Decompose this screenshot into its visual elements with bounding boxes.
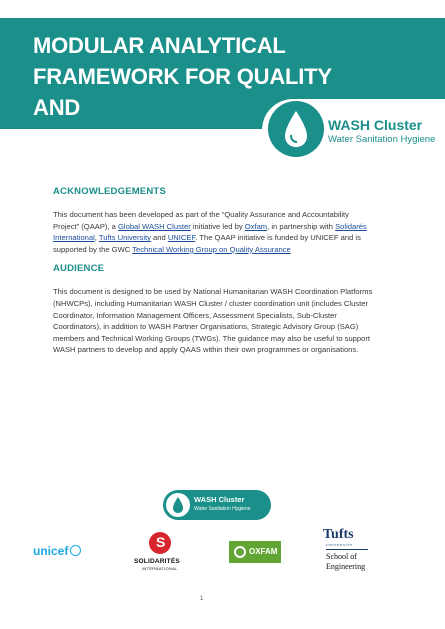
unicef-logo — [33, 544, 81, 558]
wash-small-sub: Water Sanitation Hygiene — [194, 506, 251, 512]
partner-logos — [0, 480, 445, 590]
tufts-school-line-1: School of — [326, 552, 357, 561]
audience-heading: AUDIENCE — [53, 263, 105, 275]
title-line-3: ACCOUNTABILITY — [33, 126, 225, 151]
tufts-wordmark: Tufts — [323, 527, 354, 542]
link-tufts-university[interactable]: Tufts University — [98, 233, 151, 243]
solidarites-subtitle: INTERNATIONAL — [142, 566, 178, 571]
oxfam-icon — [234, 546, 246, 558]
text-segment: This document has been developed as part of the “Quality Assurance and Accountability Project” (QAAP), a — [53, 210, 349, 231]
globe-icon — [70, 545, 81, 556]
page-number: 1 — [200, 596, 204, 602]
title-line-1: MODULAR ANALYTICAL — [33, 33, 286, 58]
main-content — [53, 186, 373, 356]
oxfam-wordmark: OXFAM — [249, 547, 278, 556]
tufts-divider — [326, 549, 368, 550]
water-drop-small-icon — [166, 493, 190, 517]
logo-text-main: WASH Cluster — [328, 117, 423, 133]
logo-text-sub: Water Sanitation Hygiene — [328, 134, 436, 145]
link-technical-working-group[interactable]: Technical Working Group on Quality Assurance — [132, 244, 291, 254]
title-line-2: FRAMEWORK FOR QUALITY AND — [33, 64, 332, 120]
text-segment: and — [150, 233, 168, 243]
link-unicef[interactable]: UNICEF — [167, 233, 196, 243]
text-segment: , — [94, 233, 99, 243]
tufts-school-line-2: Engineering — [326, 562, 366, 571]
wash-cluster-small-logo — [163, 490, 271, 520]
solidarites-wordmark: SOLIDARITÉS — [134, 558, 180, 565]
oxfam-logo — [229, 541, 281, 563]
acknowledgements-heading: ACKNOWLEDGEMENTS — [53, 186, 166, 197]
audience-paragraph: This document is designed to be used by National Humanitarian WASH Coordination Platforms (NHWCPs), including Humanitarian WASH Cluster / cluster coordination unit (includes Cluster Coordinator, Information Management Officers, Assessment Specialists, Sub-Cluster Coordinators), in addition to WASH Partner Organisations, Strategic Advisory Group (SAG) members and Technical Working Groups (TWGs). The guidance may also be useful to support WASH partners to develop and apply QAAS within their own programmes or organisations. — [53, 287, 373, 355]
wash-small-main: WASH Cluster — [194, 495, 245, 504]
link-oxfam[interactable]: Oxfam — [244, 221, 268, 231]
tufts-school — [326, 552, 365, 572]
water-drop-icon — [268, 101, 324, 157]
text-segment: initiative led by — [190, 221, 245, 231]
tufts-university-label: UNIVERSITY — [326, 543, 353, 547]
text-segment: , in partnership with — [267, 221, 336, 231]
link-global-wash-cluster[interactable]: Global WASH Cluster — [118, 221, 191, 231]
solidarites-mark-icon: S — [149, 532, 171, 554]
acknowledgements-paragraph — [53, 209, 373, 255]
link-solidarites-international[interactable]: Solidarés International — [53, 221, 367, 243]
text-segment: . The QAAP initiative is funded by UNICEF and is supported by the GWC — [53, 233, 361, 254]
unicef-wordmark: unicef — [33, 544, 69, 558]
